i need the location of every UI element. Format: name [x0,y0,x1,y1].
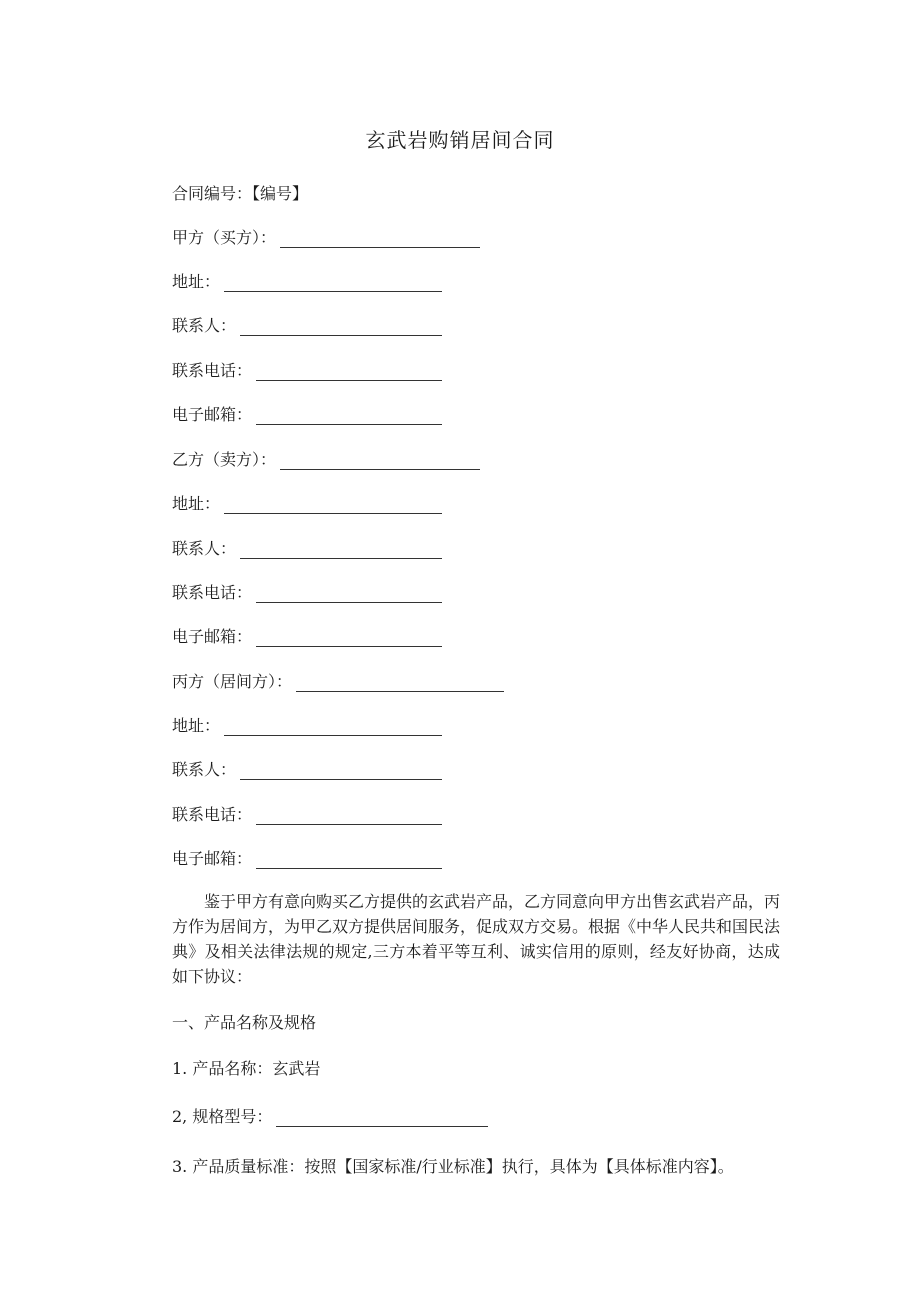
party-b-email-row [172,625,442,649]
party-c-contact-row [172,758,442,782]
party-c-contact-field[interactable] [240,763,442,780]
party-a-email-field[interactable] [256,408,442,425]
section-1-item-3 [172,1155,734,1179]
party-c-phone-field[interactable] [256,808,442,825]
party-b-heading-row [172,448,480,472]
product-name-text: 1. 产品名称：玄武岩 [172,1059,321,1078]
spec-model-label: 2, 规格型号： [172,1107,273,1126]
party-a-heading-row [172,226,480,250]
party-a-address-row [172,270,442,294]
party-b-phone-row [172,581,442,605]
party-b-phone-field[interactable] [256,586,442,603]
party-c-address-row [172,714,442,738]
party-b-name-field[interactable] [280,453,480,470]
party-a-email-row [172,403,442,427]
section-1-item-2 [172,1105,488,1129]
document-title: 玄武岩购销居间合同 [365,128,555,152]
spec-model-field[interactable] [276,1110,488,1127]
party-b-address-row [172,492,442,516]
preamble-paragraph: 鉴于甲方有意向购买乙方提供的玄武岩产品，乙方同意向甲方出售玄武岩产品，丙方作为居间方，为甲乙双方提供居间服务，促成双方交易。根据《中华人民共和国民法典》及相关法律法规的规定,三方本着平等互利、诚实信用的原则，经友好协商，达成如下协议： [172,892,781,986]
party-a-phone-label: 联系电话： [172,361,253,380]
party-c-email-row [172,847,442,871]
party-a-contact-label: 联系人： [172,316,237,335]
party-b-email-field[interactable] [256,630,442,647]
party-a-contact-field[interactable] [240,319,442,336]
party-c-email-label: 电子邮箱： [172,849,253,868]
party-a-address-field[interactable] [224,275,442,292]
party-c-address-label: 地址： [172,716,221,735]
party-b-email-label: 电子邮箱： [172,627,253,646]
party-a-email-label: 电子邮箱： [172,405,253,424]
party-c-contact-label: 联系人： [172,760,237,779]
party-c-heading: 丙方（居间方）： [172,672,293,691]
contract-number-label: 合同编号：【编号】 [172,184,309,203]
section-1-item-1 [172,1057,320,1081]
party-a-address-label: 地址： [172,272,221,291]
party-b-contact-label: 联系人： [172,539,237,558]
contract-number [172,182,308,206]
section-1-heading-text: 一、产品名称及规格 [172,1013,317,1032]
party-a-name-field[interactable] [280,231,480,248]
party-b-contact-row [172,537,442,561]
party-b-phone-label: 联系电话： [172,583,253,602]
party-b-heading: 乙方（卖方）： [172,450,277,469]
party-a-heading: 甲方（买方）： [172,228,277,247]
party-c-heading-row [172,670,504,694]
party-c-name-field[interactable] [296,675,504,692]
party-b-address-field[interactable] [224,497,442,514]
section-1-heading [172,1011,316,1035]
party-a-phone-field[interactable] [256,364,442,381]
party-c-address-field[interactable] [224,719,442,736]
party-b-contact-field[interactable] [240,542,442,559]
party-a-phone-row [172,359,442,383]
party-c-phone-row [172,803,442,827]
party-b-address-label: 地址： [172,494,221,513]
party-c-phone-label: 联系电话： [172,805,253,824]
party-a-contact-row [172,314,442,338]
party-c-email-field[interactable] [256,852,442,869]
quality-standard-text: 3. 产品质量标准：按照【国家标准/行业标准】执行，具体为【具体标准内容】。 [172,1157,734,1176]
